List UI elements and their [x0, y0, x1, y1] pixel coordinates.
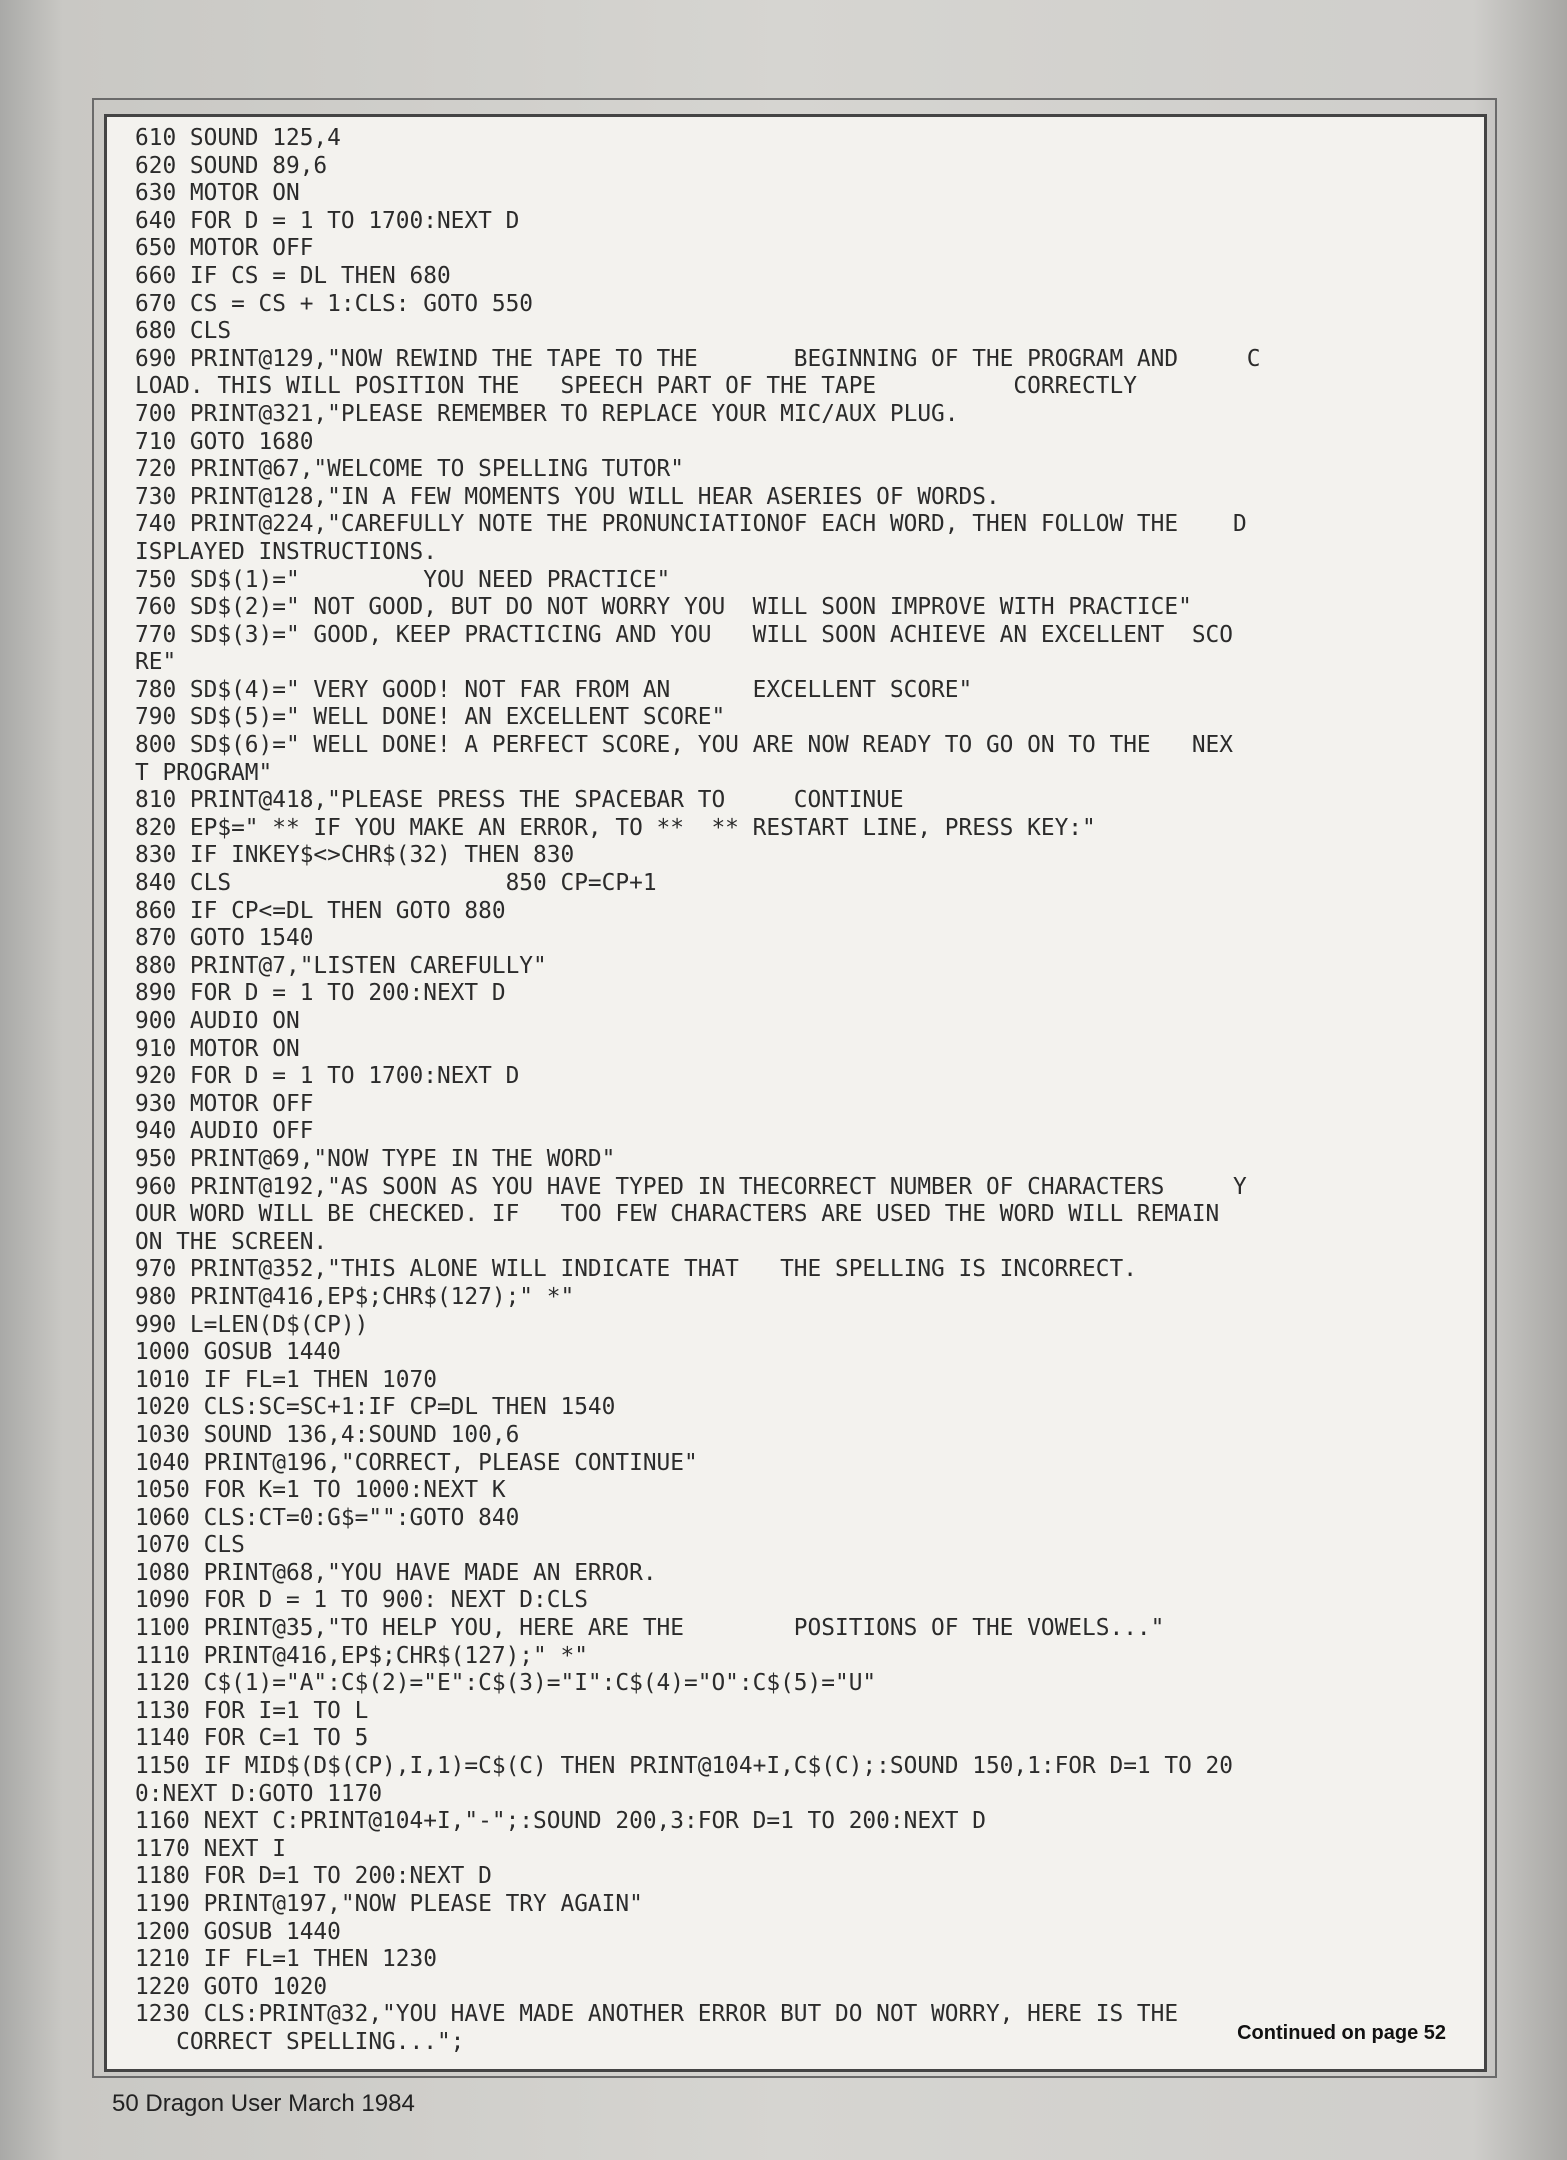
code-line: 620 SOUND 89,6	[135, 152, 328, 179]
code-line: 1030 SOUND 136,4:SOUND 100,6	[135, 1421, 520, 1448]
code-line: 660 IF CS = DL THEN 680	[135, 262, 451, 289]
code-line: 1040 PRINT@196,"CORRECT, PLEASE CONTINUE"	[135, 1449, 698, 1476]
code-line: 900 AUDIO ON	[135, 1008, 300, 1034]
code-line: 910 MOTOR ON	[135, 1035, 300, 1062]
basic-code-listing	[135, 125, 1477, 2057]
code-line: 1150 IF MID$(D$(CP),I,1)=C$(C) THEN PRINT@104+I,C$(C);:SOUND 150,1:FOR D=1 TO 20	[135, 1753, 1233, 1780]
code-line: 1010 IF FL=1 THEN 1070	[135, 1366, 437, 1393]
code-line: RE"	[135, 649, 177, 676]
code-line: 830 IF INKEY$<>CHR$(32) THEN 830	[135, 842, 575, 869]
code-line: 720 PRINT@67,"WELCOME TO SPELLING TUTOR"	[135, 456, 684, 483]
code-line: 710 GOTO 1680	[135, 428, 314, 455]
code-line: ISPLAYED INSTRUCTIONS.	[135, 538, 437, 565]
code-line: 1120 C$(1)="A":C$(2)="E":C$(3)="I":C$(4)="O":C$(5)="U"	[135, 1670, 877, 1697]
code-line: 1200 GOSUB 1440	[135, 1918, 341, 1945]
code-line: 1110 PRINT@416,EP$;CHR$(127);" *"	[135, 1642, 588, 1669]
code-line: 0:NEXT D:GOTO 1170	[135, 1780, 383, 1807]
code-line: 760 SD$(2)=" NOT GOOD, BUT DO NOT WORRY YOU WILL SOON IMPROVE WITH PRACTICE"	[135, 594, 1192, 621]
code-line: 990 L=LEN(D$(CP))	[135, 1311, 369, 1338]
code-line: 640 FOR D = 1 TO 1700:NEXT D	[135, 207, 520, 234]
code-line: T PROGRAM"	[135, 759, 273, 786]
code-line: 690 PRINT@129,"NOW REWIND THE TAPE TO THE BEGINNING OF THE PROGRAM AND C	[135, 345, 1261, 372]
continued-note: Continued on page 52	[1237, 2022, 1446, 2044]
code-line: 800 SD$(6)=" WELL DONE! A PERFECT SCORE, YOU ARE NOW READY TO GO ON TO THE NEX	[135, 732, 1233, 759]
code-line: LOAD. THIS WILL POSITION THE SPEECH PART OF THE TAPE CORRECTLY	[135, 373, 1137, 400]
code-line: 1060 CLS:CT=0:G$="":GOTO 840	[135, 1504, 520, 1531]
code-line: 730 PRINT@128,"IN A FEW MOMENTS YOU WILL HEAR ASERIES OF WORDS.	[135, 483, 1000, 510]
code-line: 770 SD$(3)=" GOOD, KEEP PRACTICING AND YOU WILL SOON ACHIEVE AN EXCELLENT SCO	[135, 621, 1233, 648]
code-line: 630 MOTOR ON	[135, 180, 300, 207]
page-footer: 50 Dragon User March 1984	[112, 2090, 415, 2117]
code-line: 820 EP$=" ** IF YOU MAKE AN ERROR, TO ** ** RESTART LINE, PRESS KEY:"	[135, 814, 1096, 841]
code-line: 1220 GOTO 1020	[135, 1973, 328, 2000]
code-line: CORRECT SPELLING...";	[135, 2028, 465, 2055]
code-line: 1100 PRINT@35,"TO HELP YOU, HERE ARE THE POSITIONS OF THE VOWELS..."	[135, 1615, 1165, 1642]
code-line: 1160 NEXT C:PRINT@104+I,"-";:SOUND 200,3:FOR D=1 TO 200:NEXT D	[135, 1808, 986, 1835]
code-line: 960 PRINT@192,"AS SOON AS YOU HAVE TYPED IN THECORRECT NUMBER OF CHARACTERS Y	[135, 1173, 1247, 1200]
program-listing-box	[104, 114, 1487, 2072]
code-line: 1050 FOR K=1 TO 1000:NEXT K	[135, 1477, 506, 1504]
code-line: 950 PRINT@69,"NOW TYPE IN THE WORD"	[135, 1145, 616, 1172]
code-line: 680 CLS	[135, 318, 232, 345]
code-line: 790 SD$(5)=" WELL DONE! AN EXCELLENT SCORE"	[135, 704, 726, 731]
code-line: 970 PRINT@352,"THIS ALONE WILL INDICATE THAT THE SPELLING IS INCORRECT.	[135, 1256, 1137, 1283]
code-line: 1000 GOSUB 1440	[135, 1339, 341, 1366]
code-line: 880 PRINT@7,"LISTEN CAREFULLY"	[135, 952, 547, 979]
code-line: 920 FOR D = 1 TO 1700:NEXT D	[135, 1063, 520, 1090]
code-line: 780 SD$(4)=" VERY GOOD! NOT FAR FROM AN EXCELLENT SCORE"	[135, 676, 973, 703]
code-line: 1080 PRINT@68,"YOU HAVE MADE AN ERROR.	[135, 1559, 657, 1586]
code-line: 650 MOTOR OFF	[135, 235, 314, 262]
code-line: 1180 FOR D=1 TO 200:NEXT D	[135, 1863, 492, 1890]
code-line: 870 GOTO 1540	[135, 925, 314, 952]
code-line: 750 SD$(1)=" YOU NEED PRACTICE"	[135, 566, 671, 593]
code-line: 890 FOR D = 1 TO 200:NEXT D	[135, 980, 506, 1007]
code-line: 1170 NEXT I	[135, 1835, 286, 1862]
code-line: 1070 CLS	[135, 1532, 245, 1559]
code-line: 1210 IF FL=1 THEN 1230	[135, 1946, 437, 1973]
code-line: 740 PRINT@224,"CAREFULLY NOTE THE PRONUNCIATIONOF EACH WORD, THEN FOLLOW THE D	[135, 511, 1247, 538]
code-line: 1230 CLS:PRINT@32,"YOU HAVE MADE ANOTHER ERROR BUT DO NOT WORRY, HERE IS THE	[135, 2001, 1179, 2028]
code-line: 1090 FOR D = 1 TO 900: NEXT D:CLS	[135, 1587, 588, 1614]
code-line: 860 IF CP<=DL THEN GOTO 880	[135, 897, 506, 924]
code-line: 1130 FOR I=1 TO L	[135, 1697, 369, 1724]
code-line: 810 PRINT@418,"PLEASE PRESS THE SPACEBAR TO CONTINUE	[135, 787, 904, 814]
code-line: OUR WORD WILL BE CHECKED. IF TOO FEW CHARACTERS ARE USED THE WORD WILL REMAIN	[135, 1201, 1220, 1228]
code-line: ON THE SCREEN.	[135, 1228, 328, 1255]
code-line: 610 SOUND 125,4	[135, 125, 341, 151]
code-line: 1190 PRINT@197,"NOW PLEASE TRY AGAIN"	[135, 1891, 643, 1917]
code-line: 940 AUDIO OFF	[135, 1118, 314, 1145]
code-line: 930 MOTOR OFF	[135, 1090, 314, 1117]
code-line: 980 PRINT@416,EP$;CHR$(127);" *"	[135, 1283, 575, 1310]
code-line: 670 CS = CS + 1:CLS: GOTO 550	[135, 290, 534, 317]
code-line: 840 CLS 850 CP=CP+1	[135, 870, 657, 897]
code-line: 1020 CLS:SC=SC+1:IF CP=DL THEN 1540	[135, 1394, 616, 1421]
code-line: 700 PRINT@321,"PLEASE REMEMBER TO REPLACE YOUR MIC/AUX PLUG.	[135, 400, 959, 427]
code-line: 1140 FOR C=1 TO 5	[135, 1725, 369, 1752]
